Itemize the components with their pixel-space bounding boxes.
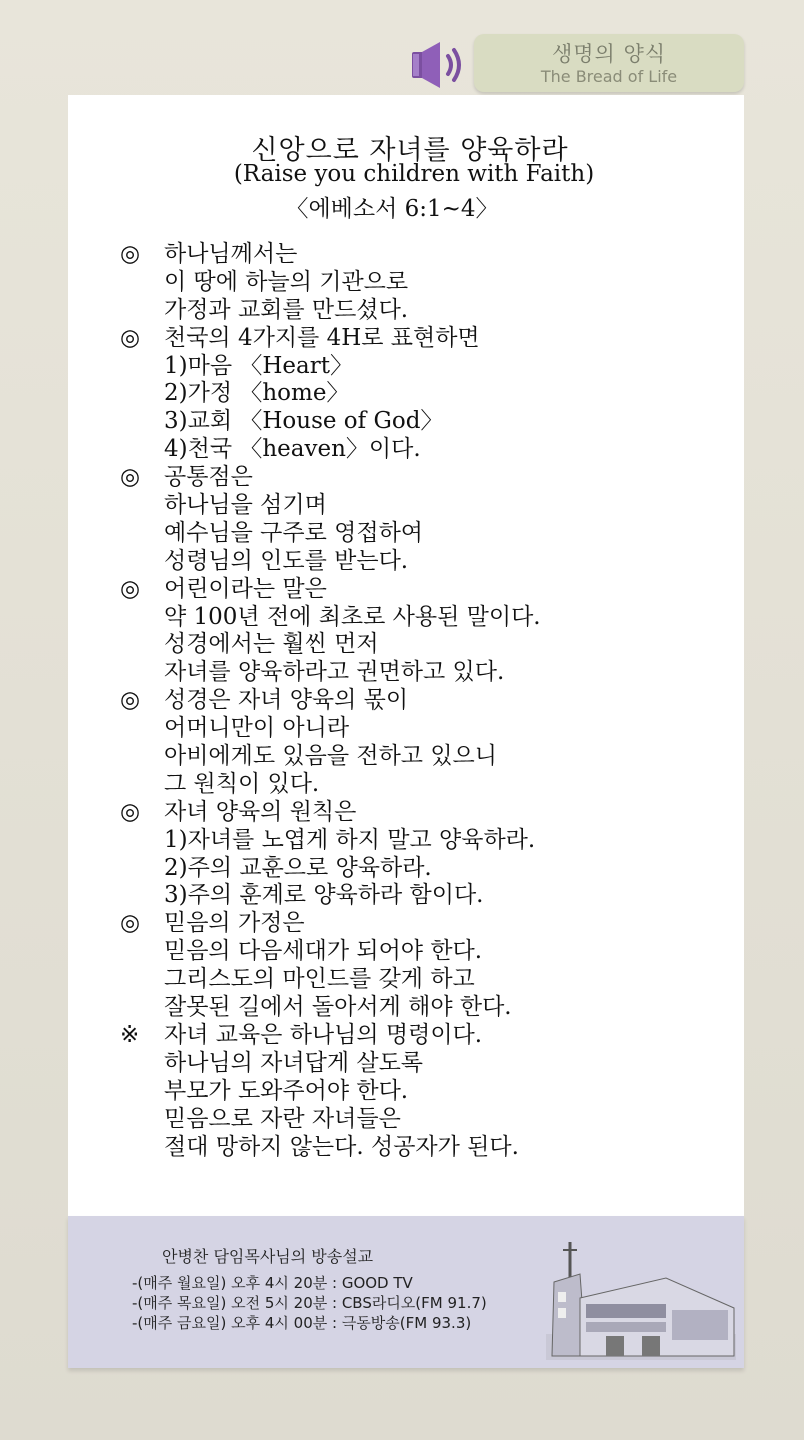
- sermon-line-text: 3)주의 훈계로 양육하라 함이다.: [164, 882, 484, 909]
- speaker-icon[interactable]: [404, 38, 468, 94]
- sermon-line: [120, 715, 740, 743]
- sermon-line-text: 잘못된 길에서 돌아서게 해야 한다.: [164, 994, 512, 1021]
- double-circle-bullet: ◎: [120, 241, 141, 267]
- sermon-line-text: 4)천국 〈heaven〉이다.: [164, 436, 421, 463]
- sermon-line: [120, 827, 740, 855]
- sermon-line: [120, 1134, 740, 1162]
- sermon-line-text: 1)마음 〈Heart〉: [164, 352, 353, 379]
- sermon-line-text: 성경은 자녀 양육의 몫이: [164, 687, 409, 714]
- badge-title-korean: 생명의 양식: [551, 42, 667, 66]
- sermon-line-text: 1)자녀를 노엽게 하지 말고 양육하라.: [164, 826, 536, 853]
- sermon-line-text: 믿음으로 자란 자녀들은: [164, 1105, 401, 1132]
- sermon-line: [120, 938, 740, 966]
- sermon-line-text: 2)가정 〈home〉: [164, 380, 350, 407]
- sermon-line-text: 가정과 교회를 만드셨다.: [164, 296, 409, 323]
- sermon-line: [120, 380, 740, 408]
- badge-title-english: The Bread of Life: [540, 67, 678, 86]
- sermon-line-text: 공통점은: [164, 464, 253, 491]
- sermon-line: [120, 687, 740, 715]
- double-circle-bullet: ◎: [120, 464, 141, 491]
- sermon-line-text: 이 땅에 하늘의 기관으로: [164, 268, 409, 295]
- sermon-line: [120, 966, 740, 994]
- sermon-subtitle: (Raise you children with Faith): [233, 161, 595, 187]
- schedule-item: -(매주 금요일) 오후 4시 00분 : 극동방송(FM 93.3): [132, 1314, 472, 1332]
- sermon-line-text: 약 100년 전에 최초로 사용된 말이다.: [164, 603, 541, 630]
- double-circle-bullet: ◎: [120, 687, 141, 714]
- sermon-body: [120, 241, 740, 1161]
- schedule-item: -(매주 목요일) 오전 5시 20분 : CBS라디오(FM 91.7): [132, 1294, 487, 1312]
- sermon-line-text: 천국의 4가지를 4H로 표현하면: [164, 324, 480, 351]
- sermon-line: [120, 1078, 740, 1106]
- sermon-line: [120, 576, 740, 604]
- sermon-line: [120, 1022, 740, 1050]
- sermon-title: 신앙으로 자녀를 양육하라: [251, 135, 569, 166]
- broadcast-footer: [68, 1216, 744, 1368]
- sermon-line: [120, 520, 740, 548]
- bread-of-life-badge: [474, 34, 744, 92]
- sermon-line: [120, 743, 740, 771]
- sermon-line-text: 믿음의 가정은: [164, 910, 305, 937]
- sermon-line-text: 그 원칙이 있다.: [164, 770, 320, 797]
- sermon-line-text: 하나님께서는: [164, 241, 298, 267]
- sermon-line: [120, 464, 740, 492]
- schedule-item: -(매주 월요일) 오후 4시 20분 : GOOD TV: [132, 1274, 413, 1292]
- sermon-line: [120, 882, 740, 910]
- sermon-line-text: 아비에게도 있음을 전하고 있으니: [164, 743, 497, 770]
- sermon-line: [120, 492, 740, 520]
- sermon-line: [120, 408, 740, 436]
- sermon-line: [120, 1106, 740, 1134]
- sermon-line: [120, 631, 740, 659]
- sermon-line: [120, 994, 740, 1022]
- sermon-line: [120, 1050, 740, 1078]
- double-circle-bullet: ◎: [120, 575, 141, 602]
- double-circle-bullet: ◎: [120, 798, 141, 825]
- sermon-line: [120, 297, 740, 325]
- sermon-line: [120, 353, 740, 381]
- sermon-line-text: 성령님의 인도를 받는다.: [164, 547, 409, 574]
- sermon-line: [120, 548, 740, 576]
- scripture-reference: 〈에베소서 6:1~4〉: [285, 196, 499, 222]
- sermon-line: [120, 269, 740, 297]
- sermon-line-text: 어머니만이 아니라: [164, 715, 350, 742]
- sermon-line: [120, 910, 740, 938]
- sermon-line-text: 부모가 도와주어야 한다.: [164, 1077, 409, 1104]
- sermon-line-text: 3)교회 〈House of God〉: [164, 408, 444, 435]
- sermon-line-text: 하나님을 섬기며: [164, 492, 327, 519]
- sermon-line-text: 어린이라는 말은: [164, 575, 327, 602]
- sermon-line-text: 그리스도의 마인드를 갖게 하고: [164, 966, 475, 993]
- double-circle-bullet: ◎: [120, 910, 141, 937]
- sermon-line: [120, 325, 740, 353]
- sermon-line-text: 자녀 교육은 하나님의 명령이다.: [164, 1021, 483, 1048]
- sermon-line: [120, 604, 740, 632]
- sermon-line-text: 절대 망하지 않는다. 성공자가 된다.: [164, 1133, 519, 1160]
- reference-mark-bullet: ※: [120, 1021, 140, 1048]
- sermon-line: [120, 799, 740, 827]
- sermon-line: [120, 771, 740, 799]
- sermon-line-text: 믿음의 다음세대가 되어야 한다.: [164, 938, 483, 965]
- sermon-line: [120, 659, 740, 687]
- sermon-line-text: 자녀 양육의 원칙은: [164, 798, 357, 825]
- broadcast-heading: 안병찬 담임목사님의 방송설교: [162, 1247, 374, 1266]
- double-circle-bullet: ◎: [120, 324, 141, 351]
- sermon-line: [120, 855, 740, 883]
- sermon-line-text: 자녀를 양육하라고 권면하고 있다.: [164, 659, 505, 686]
- sermon-line-text: 성경에서는 훨씬 먼저: [164, 631, 379, 658]
- sermon-line-text: 하나님의 자녀답게 살도록: [164, 1049, 424, 1076]
- sermon-line: [120, 436, 740, 464]
- sermon-line-text: 2)주의 교훈으로 양육하라.: [164, 854, 432, 881]
- church-building-icon: [546, 1238, 736, 1360]
- sermon-line: [120, 241, 740, 269]
- sermon-line-text: 예수님을 구주로 영접하여: [164, 519, 424, 546]
